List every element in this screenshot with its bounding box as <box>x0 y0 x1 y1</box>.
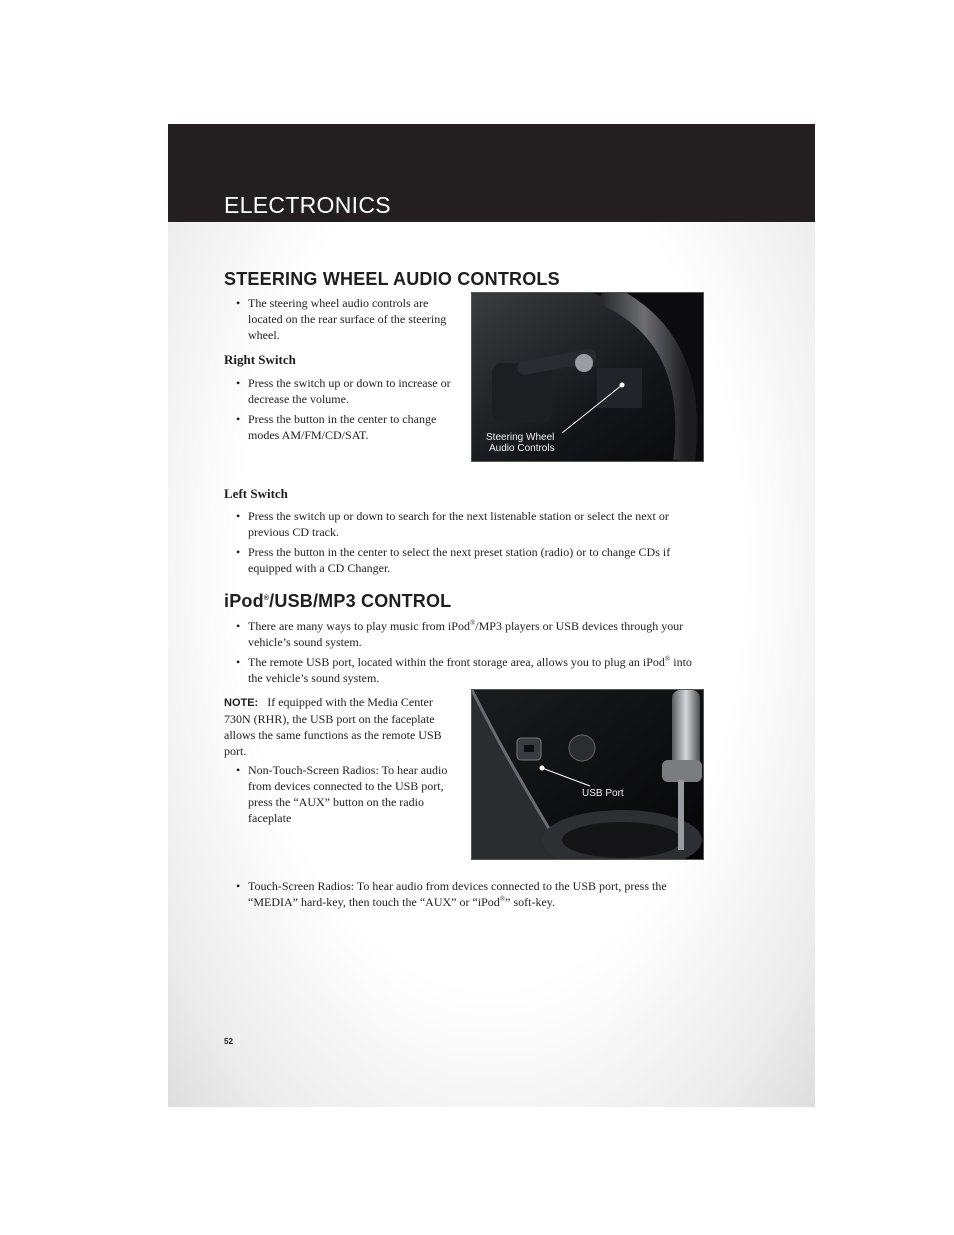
list-item-text: Press the switch up or down to search for the next listenable station or select the next or previous CD track. <box>248 509 669 539</box>
right-switch-list <box>224 375 464 447</box>
steering-photo-caption-line1: Steering Wheel <box>486 432 555 443</box>
note-label: NOTE: <box>224 697 259 709</box>
manual-page <box>168 124 815 1107</box>
section-header-band <box>168 124 815 222</box>
list-item-text: The steering wheel audio controls are located on the rear surface of the steering wheel. <box>248 296 447 342</box>
list-item: • Press the button in the center to change modes AM/FM/CD/SAT. <box>236 412 437 442</box>
list-item: • Touch-Screen Radios: To hear audio from devices connected to the USB port, press the “MEDIA” hard-key, then touch the “AUX” or “iPod®” soft-key. <box>236 879 667 909</box>
right-switch-heading: Right Switch <box>224 352 296 367</box>
list-item-text: Press the button in the center to select the next preset station (radio) or to change CDs if equipped with a CD Changer. <box>248 545 671 575</box>
list-item-text: Press the button in the center to change modes AM/FM/CD/SAT. <box>248 412 437 442</box>
list-item-text: Non-Touch-Screen Radios: To hear audio from devices connected to the USB port, press the “AUX” button on the radio faceplate <box>248 763 448 825</box>
list-item: • Press the switch up or down to search for the next listenable station or select the next or previous CD track. <box>236 509 669 539</box>
steering-photo-caption-line2: Audio Controls <box>489 443 555 454</box>
list-item: • There are many ways to play music from iPod®/MP3 players or USB devices through your vehicle’s sound system. <box>236 619 684 649</box>
steering-wheel-photo <box>471 292 704 462</box>
steering-intro-list <box>224 295 464 347</box>
steering-heading: STEERING WHEEL AUDIO CONTROLS <box>224 269 560 289</box>
section-title: ELECTRONICS <box>224 192 391 218</box>
usb-photo-caption: USB Port <box>582 788 624 799</box>
list-item: • Non-Touch-Screen Radios: To hear audio from devices connected to the USB port, press the “AUX” button on the radio faceplate <box>236 763 448 825</box>
note-paragraph <box>224 694 456 759</box>
non-touch-list <box>224 762 464 830</box>
list-item: • Press the switch up or down to increase or decrease the volume. <box>236 376 451 406</box>
list-item-text: Press the switch up or down to increase or decrease the volume. <box>248 376 451 406</box>
note-text: If equipped with the Media Center 730N (RHR), the USB port on the faceplate allows the same functions as the remote USB port. <box>224 695 442 758</box>
left-switch-list <box>224 508 704 580</box>
list-item: • Press the button in the center to select the next preset station (radio) or to change CDs if equipped with a CD Changer. <box>236 545 671 575</box>
list-item: • The steering wheel audio controls are located on the rear surface of the steering wheel. <box>236 296 447 342</box>
ipod-heading: iPod®/USB/MP3 CONTROL <box>224 591 452 611</box>
page-number: 52 <box>224 1037 233 1046</box>
touch-list <box>224 878 704 914</box>
list-item: • The remote USB port, located within the front storage area, allows you to plug an iPod® into the vehicle’s sound system. <box>236 655 692 685</box>
usb-port-photo <box>471 689 704 860</box>
ipod-list <box>224 618 704 690</box>
left-switch-heading: Left Switch <box>224 486 288 501</box>
